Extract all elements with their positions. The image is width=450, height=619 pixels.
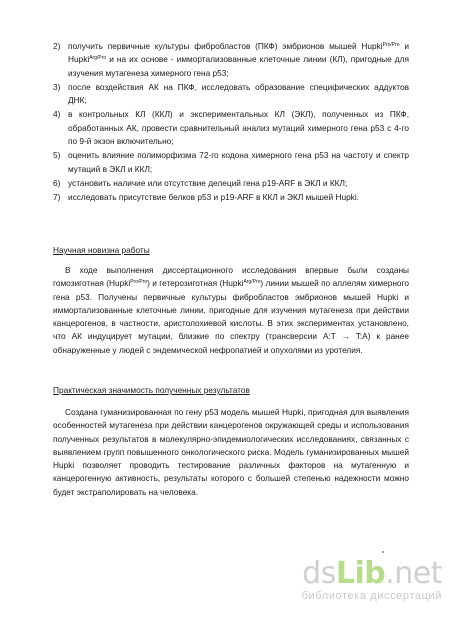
task-text: установить наличие или отсутствие делеций гена p19-ARF в ЭКЛ и ККЛ; [68,177,348,188]
dslib-subtitle: библиотека диссертаций [301,590,442,602]
task-item-7 [53,191,409,204]
task-number: 4) [53,109,61,120]
task-text: исследовать присутствие белков p53 и p19-ARF в ККЛ и ЭКЛ мышей Hupki. [68,192,359,203]
novelty-heading: Научная новизна работы [53,245,150,255]
task-item-2 [53,40,409,80]
novelty-paragraph: В ходе выполнения диссертационного исследования впервые были созданы гомозиготная (Hupki$^{Pro/Pro}$) и гетерозиготная (Hupki$^{Arg/Pro}$) линии мышей по аллелям химерного гена p53. Получены первичные культуры фибробластов эмбрионов мышей Hupki и иммортализованные клеточные линии, пригодные для изучения мутагенеза при действии канцерогенов, в частности, аристолохиевой кислоты. В этих экспериментах установлено, что АК индуцирует мутации, близкие по спектру (трансверсии A:T → T:A) к ранее обнаруженные у людей с эндемической нефропатией и опухолями из уротелия. [53,265,409,355]
task-item-5 [53,149,409,176]
task-text: в контрольных КЛ (ККЛ) и экспериментальных КЛ (ЭКЛ), полученных из ПКФ, обработанных АК, провести сравнительный анализ мутаций химерного гена p53 с 4-го по 9-й экзон включительно; [68,109,409,147]
task-number: 2) [53,41,61,51]
task-text: получить первичные культуры фибробластов (ПКФ) эмбрионов мышей Hupki$^{Pro/Pro}$ и Hupki$^{Arg/Pro}$ и на их основе - иммортализованные клеточные линии (КЛ), пригодные для изучения мутагенеза химерного гена p53; [68,41,409,78]
task-list [53,40,409,206]
task-number: 6) [53,177,61,188]
page-mark [382,551,384,553]
task-number: 7) [53,192,61,203]
task-item-3 [53,81,409,108]
dslib-watermark [302,558,442,603]
task-number: 3) [53,81,61,92]
task-item-4 [53,108,409,148]
task-item-6 [53,177,409,190]
practical-heading: Практическая значимость полученных результатов [53,385,250,395]
task-text: оценить влияние полиморфизма 72-го кодона химерного гена p53 на частоту и спектр мутаций в ЭКЛ и ККЛ; [68,150,409,174]
task-text: после воздействия АК на ПКФ, исследовать образование специфических аддуктов ДНК; [68,81,409,106]
task-number: 5) [53,150,61,161]
practical-paragraph: Создана гуманизированная по гену p53 модель мышей Hupki, пригодная для выявления особенностей мутагенеза при действии канцерогенов окружающей среды и использования полученных результатов в молекулярно-эпидемиологических исследованиях, связанных с выявлением групп повышенного онкологического риска. Модель гуманизированных мышей Hupki позволяет проводить тестирование различных факторов на мутагенную и канцерогенную активность, результаты которого с большей степенью надежности можно будет экстраполировать на человека. [53,407,409,497]
dslib-logo: dsLib.net [302,556,442,591]
